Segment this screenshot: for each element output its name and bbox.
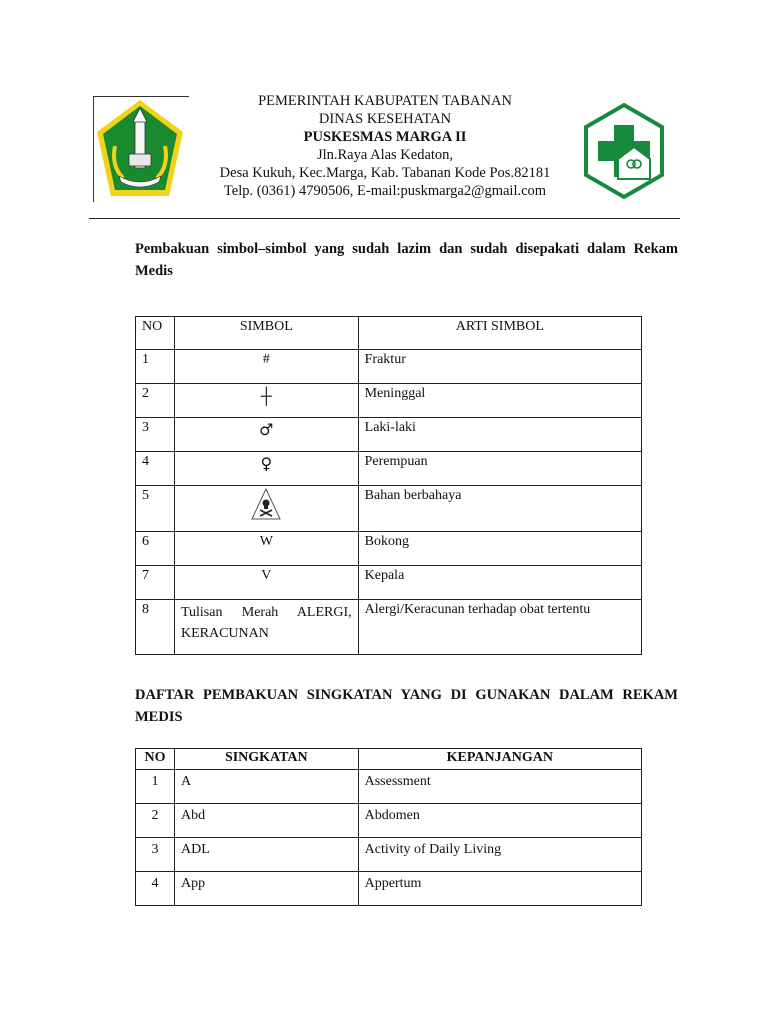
table-row [136,838,642,872]
row-meaning: Laki-laki [358,418,641,452]
row-expansion: Abdomen [358,804,641,838]
row-no: 4 [136,872,175,906]
table-row [136,350,642,384]
row-no: 1 [136,770,175,804]
row-no: 3 [136,418,175,452]
row-symbol: ┼ [174,384,358,418]
row-no: 4 [136,452,175,486]
table-row [136,566,642,600]
table-row [136,486,642,532]
row-symbol: W [174,532,358,566]
row-meaning: Bokong [358,532,641,566]
table-row [136,872,642,906]
row-symbol: ♀ [174,452,358,486]
letterhead-address: Desa Kukuh, Kec.Marga, Kab. Tabanan Kode Pos.82181 [219,165,551,181]
row-symbol: V [174,566,358,600]
header-no: NO [136,749,175,770]
table-row [136,532,642,566]
row-no: 3 [136,838,175,872]
row-no: 2 [136,804,175,838]
header-singkatan: SINGKATAN [174,749,358,770]
intro-paragraph: Pembakuan simbol–simbol yang sudah lazim dan sudah disepakati dalam Rekam Medis [135,241,678,279]
row-meaning: Perempuan [358,452,641,486]
row-expansion: Assessment [358,770,641,804]
letterhead-department: DINAS KESEHATAN [318,111,452,127]
abbreviations-table [135,748,642,906]
row-abbreviation: Abd [174,804,358,838]
hazard-toxic-icon [251,488,281,520]
row-symbol: Tulisan Merah ALERGI, KERACUNAN [174,600,358,655]
header-no: NO [136,317,175,350]
row-no: 5 [136,486,175,532]
letterhead-puskesmas: PUSKESMAS MARGA II [303,129,467,145]
row-symbol: ♂ [174,418,358,452]
row-symbol [174,486,358,532]
row-no: 7 [136,566,175,600]
row-expansion: Activity of Daily Living [358,838,641,872]
letterhead-government: PEMERINTAH KABUPATEN TABANAN [258,93,512,109]
row-abbreviation: App [174,872,358,906]
table-row [136,770,642,804]
letterhead-street: Jln.Raya Alas Kedaton, [316,147,454,163]
row-meaning: Fraktur [358,350,641,384]
tabanan-regency-logo [93,96,187,200]
row-symbol: # [174,350,358,384]
symbols-table [135,316,642,655]
table-row [136,384,642,418]
letterhead-divider [89,218,680,219]
header-simbol: SIMBOL [174,317,358,350]
table-row [136,418,642,452]
table-header-row [136,749,642,770]
abbreviations-heading: DAFTAR PEMBAKUAN SINGKATAN YANG DI GUNAKAN DALAM REKAM MEDIS [135,687,678,725]
row-no: 6 [136,532,175,566]
row-no: 8 [136,600,175,655]
row-no: 1 [136,350,175,384]
row-meaning: Bahan berbahaya [358,486,641,532]
row-abbreviation: A [174,770,358,804]
row-meaning: Kepala [358,566,641,600]
row-expansion: Appertum [358,872,641,906]
letterhead-contact: Telp. (0361) 4790506, E-mail:puskmarga2@gmail.com [223,183,547,199]
row-meaning: Meninggal [358,384,641,418]
row-abbreviation: ADL [174,838,358,872]
table-header-row [136,317,642,350]
row-no: 2 [136,384,175,418]
puskesmas-logo [582,101,666,201]
header-arti: ARTI SIMBOL [358,317,641,350]
table-row [136,600,642,655]
header-kepanjangan: KEPANJANGAN [358,749,641,770]
table-row [136,804,642,838]
row-meaning: Alergi/Keracunan terhadap obat tertentu [358,600,641,655]
table-row [136,452,642,486]
